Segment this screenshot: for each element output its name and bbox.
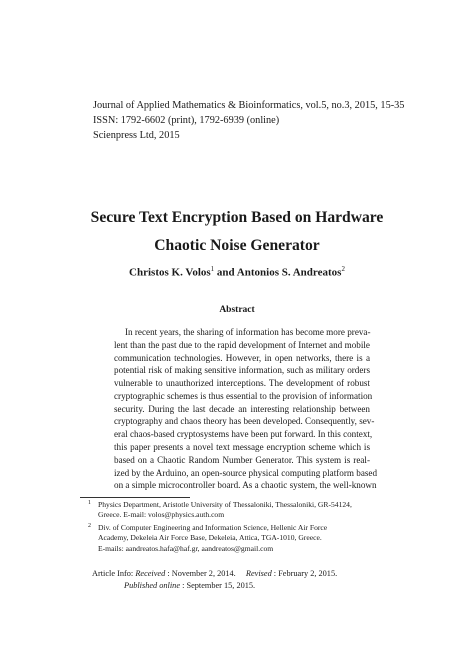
- article-info-label: Article Info:: [92, 569, 136, 578]
- journal-header: [93, 98, 404, 143]
- footnote-line: Physics Department, Aristotle University of Thessaloniki, Thessaloniki, GR-54124,: [98, 500, 352, 509]
- revised-date: : February 2, 2015.: [271, 569, 338, 578]
- journal-issn: ISSN: 1792-6602 (print), 1792-6939 (online): [93, 115, 280, 126]
- abstract-line: lent than the past due to the rapid development of Internet and mobile: [114, 339, 370, 350]
- author-footnote-mark: 1: [210, 265, 215, 273]
- abstract-line: on a simple microcontroller board. As a chaotic system, the well-known: [114, 480, 377, 491]
- author-name: Antonios S. Andreatos: [236, 266, 342, 279]
- footnote-divider: [80, 497, 190, 498]
- abstract-line: ized by the Arduino, an open-source physical computing platform based: [114, 467, 378, 478]
- abstract-line: cryptographic schemes is thus essential to the provision of information: [114, 390, 373, 401]
- published-date: : September 15, 2015.: [180, 580, 256, 590]
- footnote: [88, 500, 352, 521]
- published-label: Published online: [124, 580, 180, 590]
- paper-title: [0, 204, 474, 260]
- footnotes: [88, 500, 352, 554]
- abstract-line: communication technologies. However, in open networks, there is a: [114, 352, 370, 363]
- received-label: Received: [135, 569, 166, 578]
- author-footnote-mark: 2: [341, 265, 345, 273]
- abstract-line: security. During the last decade an interesting relationship between: [114, 403, 370, 414]
- paper-title-line-2: Chaotic Noise Generator: [154, 237, 320, 254]
- abstract-line: cryptography and chaos theory has been developed. Consequently, sev-: [114, 416, 375, 427]
- abstract-body: [114, 326, 378, 492]
- article-info: [92, 568, 337, 591]
- author-list: [0, 265, 474, 279]
- abstract-line: based on a Chaotic Random Number Generator. This system is real-: [114, 454, 370, 465]
- abstract-line: potential risk of making sensitive information, such as military orders: [114, 365, 370, 376]
- footnote-line: Greece. E-mail: volos@physics.auth.com: [98, 510, 225, 520]
- abstract-line: In recent years, the sharing of information has become more preva-: [125, 327, 371, 337]
- paper-title-line-1: Secure Text Encryption Based on Hardware: [90, 209, 384, 226]
- abstract-heading: Abstract: [219, 305, 255, 315]
- footnote: [88, 523, 352, 554]
- author-connector: and: [214, 266, 237, 279]
- author-name: Christos K. Volos: [129, 266, 211, 279]
- received-date: : November 2, 2014.: [165, 569, 236, 578]
- abstract-line: this paper presents a novel text message encryption scheme which is: [114, 442, 370, 453]
- footnote-line: Div. of Computer Engineering and Information Science, Hellenic Air Force: [98, 522, 328, 532]
- journal-publisher: Scienpress Ltd, 2015: [93, 130, 180, 141]
- footnote-mark: 2: [88, 522, 91, 529]
- abstract-line: vulnerable to unauthorized interceptions. The development of robust: [114, 378, 370, 389]
- footnote-line: E-mails: aandreatos.hafa@haf.gr, aandreatos@gmail.com: [98, 543, 274, 553]
- abstract-line: eral chaos-based cryptosystems have been put forward. In this context,: [114, 429, 373, 440]
- journal-citation: Journal of Applied Mathematics & Bioinformatics, vol.5, no.3, 2015, 15-35: [93, 100, 405, 111]
- revised-label: Revised: [245, 569, 272, 578]
- footnote-line: Academy, Dekeleia Air Force Base, Dekeleia, Attica, TGA-1010, Greece.: [98, 533, 322, 543]
- footnote-mark: 1: [88, 500, 91, 506]
